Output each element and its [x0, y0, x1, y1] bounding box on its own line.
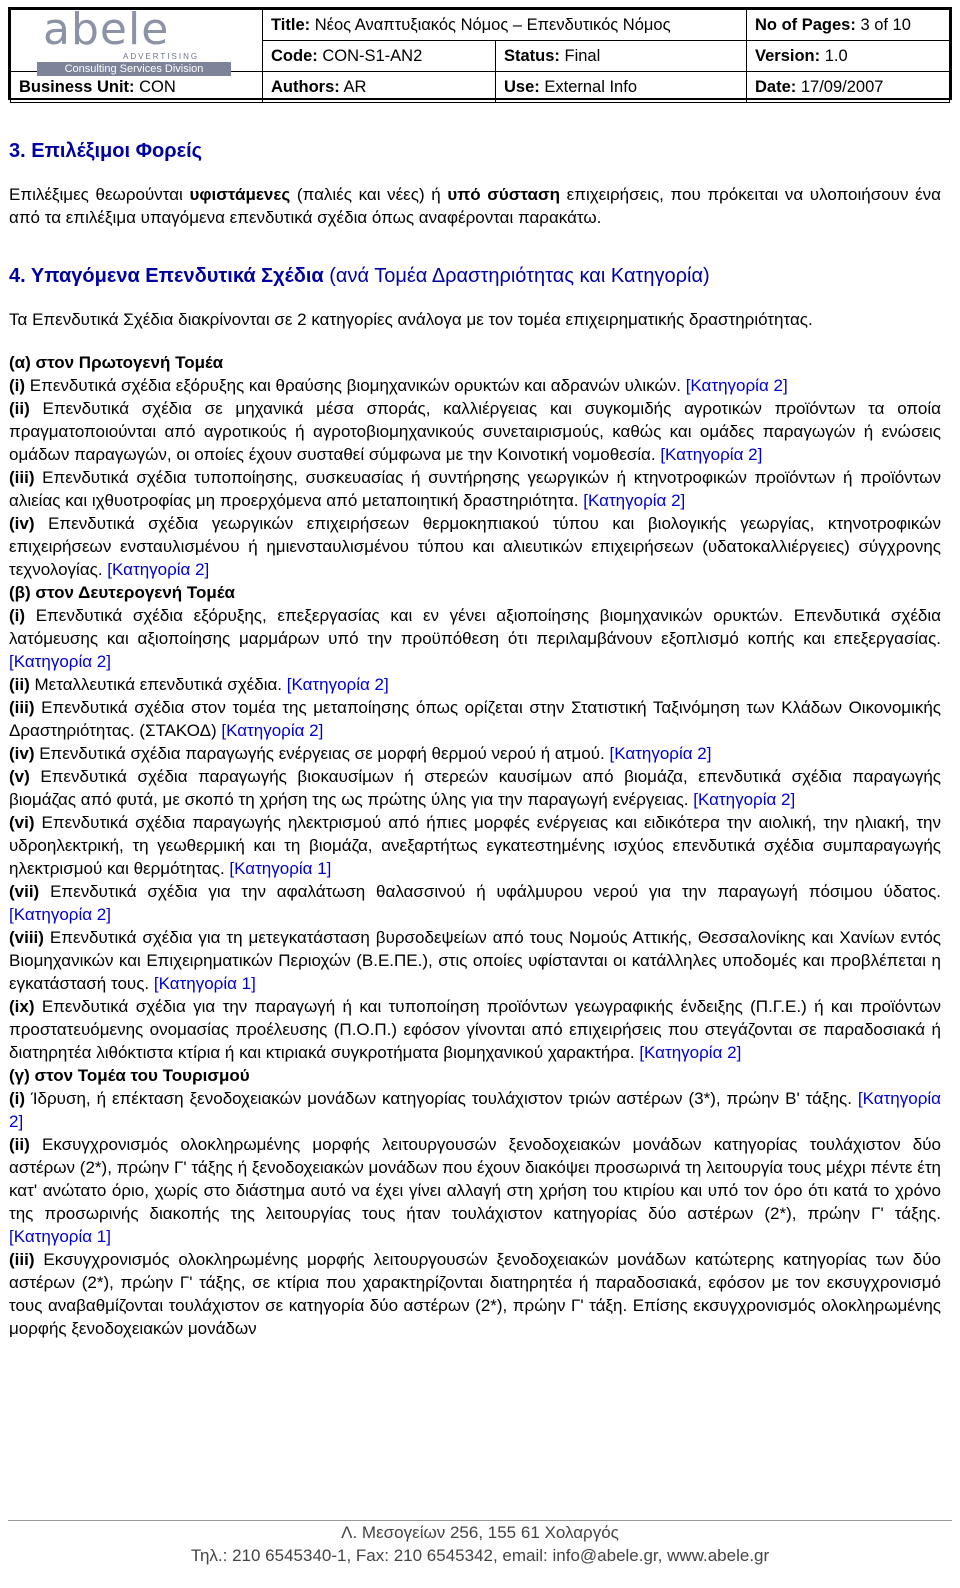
- logo-tagline: ADVERTISING: [123, 52, 200, 61]
- item-number: (vi): [9, 813, 35, 832]
- item-number: (i): [9, 1089, 26, 1108]
- item-text: Επενδυτικά σχέδια εξόρυξης και θραύσης βιομηχανικών ορυκτών και αδρανών υλικών.: [25, 376, 686, 395]
- item-number: (ii): [9, 1135, 30, 1154]
- logo-division: Consulting Services Division: [37, 62, 231, 76]
- sub-b-title: (β) στον Δευτερογενή Τομέα: [9, 583, 235, 602]
- category-tag: [Κατηγορία 2]: [660, 445, 763, 464]
- list-item: [9, 926, 941, 995]
- item-text: Επενδυτικά σχέδια παραγωγής ενέργειας σε μορφή θερμού νερού ή ατμού.: [34, 744, 610, 763]
- item-number: (iv): [9, 514, 35, 533]
- document-header: [8, 4, 952, 100]
- item-text: Επενδυτικά σχέδια για την παραγωγή ή και τυποποίηση προϊόντων γεωγραφικής ένδειξης (Π.Γ.Ε.) ή και προϊόντων προστατευόμενης ονομασίας προέλευσης (Π.Ο.Π.) εφόσον γίνονται από επιχειρήσεις που στεγάζονται σε παραδοσιακά ή διατηρητέα λιθόκτιστα κτίρια ή και κτιριακά συγκροτήματα βιομηχανικού χαρακτήρα.: [9, 997, 941, 1062]
- doc-status: Final: [564, 46, 601, 65]
- item-text: Ίδρυση, ή επέκταση ξενοδοχειακών μονάδων κατηγορίας τουλάχιστον τριών αστέρων (3*), πρώην Β' τάξης.: [25, 1089, 858, 1108]
- section-3-paragraph: Επιλέξιμες θεωρούνται υφιστάμενες (παλιές και νέες) ή υπό σύσταση επιχειρήσεις, που πρόκειται να υλοποιήσουν ένα από τα επιλέξιμα υπαγόμενα επενδυτικά σχέδια όπως αναφέρονται παρακάτω.: [9, 185, 942, 227]
- doc-title: Νέος Αναπτυξιακός Νόμος – Επενδυτικός Νόμος: [314, 15, 671, 34]
- item-text: Εκσυγχρονισμός ολοκληρωμένης μορφής λειτουργουσών ξενοδοχειακών μονάδων κατώτερης κατηγορίας των δύο αστέρων (2*), πρώην Γ' τάξης, σε κτίρια που χαρακτηρίζονται διατηρητέα ή παραδοσιακά, εφόσον με τον εκσυγχρονισμό τους αναβαθμίζονται τουλάχιστον σε κατηγορία δύο αστέρων (2*), πρώην Γ' τάξη. Επίσης εκσυγχρονισμός ολοκληρωμένης μορφής ξενοδοχειακών μονάδων: [9, 1250, 941, 1338]
- doc-date: 17/09/2007: [800, 77, 884, 96]
- category-tag: [Κατηγορία 1]: [229, 859, 332, 878]
- list-item: [9, 742, 941, 765]
- authors: AR: [343, 77, 367, 96]
- sub-b-list: [9, 604, 941, 1064]
- item-number: (iii): [9, 698, 35, 717]
- category-tag: [Κατηγορία 2]: [693, 790, 796, 809]
- logo-word: abele: [43, 4, 170, 55]
- item-text: Επενδυτικά σχέδια παραγωγής ηλεκτρισμού από ήπιες μορφές ενέργειας και ειδικότερα την αιολική, την ηλιακή, την υδροηλεκτρική, τη γεωθερμική και τη βιομάζα, ανεξαρτήτως εγκατεστημένης ισχύος επενδυτικά σχέδια συμπαραγωγής ηλεκτρισμού και θερμότητας.: [9, 813, 941, 878]
- category-tag: [Κατηγορία 2]: [9, 1089, 941, 1131]
- list-item: [9, 995, 941, 1064]
- item-text: Επενδυτικά σχέδια για την αφαλάτωση θαλασσινού ή υφάλμυρου νερού για την παραγωγή πόσιμου ύδατος.: [39, 882, 941, 901]
- status-cell: Status: Final: [496, 41, 747, 72]
- item-number: (ii): [9, 675, 30, 694]
- item-number: (iv): [9, 744, 35, 763]
- list-item: [9, 880, 941, 926]
- category-tag: [Κατηγορία 2]: [9, 905, 111, 924]
- category-tag: [Κατηγορία 2]: [107, 560, 210, 579]
- sub-a-title: (α) στον Πρωτογενή Τομέα: [9, 353, 224, 372]
- business-unit: CON: [139, 77, 176, 96]
- list-item: [9, 397, 941, 466]
- item-text: Εκσυγχρονισμός ολοκληρωμένης μορφής λειτουργουσών ξενοδοχειακών μονάδων κατηγορίας τουλάχιστον δύο αστέρων (2*), πρώην Γ' τάξης ή ξενοδοχειακών μονάδων που έχουν διακόψει προσωρινά τη λειτουργία τους μέχρι πέντε έτη κατ' ανώτατο όριο, χωρίς στο διάστημα αυτό να έχει γίνει αλλαγή στη χρήση του κτιρίου και υπό τον όρο ότι κατά το χρόνο της προσωρινής διακοπής της λειτουργίας τους ήταν τουλάχιστον κατηγορίας δύο αστέρων (2*), πρώην Γ' τάξης.: [9, 1135, 941, 1223]
- footer-contact: Τηλ.: 210 6545340-1, Fax: 210 6545342, email: info@abele.gr, www.abele.gr: [190, 1546, 770, 1565]
- item-number: (viii): [9, 928, 44, 947]
- category-tag: [Κατηγορία 2]: [583, 491, 686, 510]
- pages-cell: No of Pages: 3 of 10: [747, 10, 950, 41]
- list-item: [9, 696, 941, 742]
- category-tag: [Κατηγορία 2]: [221, 721, 324, 740]
- date-cell: Date: 17/09/2007: [747, 72, 950, 103]
- item-number: (v): [9, 767, 30, 786]
- section-4-heading: 4. Υπαγόμενα Επενδυτικά Σχέδια (ανά Τομέα Δραστηριότητας και Κατηγορία): [9, 265, 710, 287]
- item-number: (ix): [9, 997, 35, 1016]
- doc-version: 1.0: [824, 46, 848, 65]
- category-tag: [Κατηγορία 2]: [9, 652, 111, 671]
- list-item: [9, 673, 941, 696]
- page-count: 3 of 10: [860, 15, 911, 34]
- page-footer: [0, 1521, 960, 1567]
- item-text: Επενδυτικά σχέδια για τη μετεγκατάσταση βυρσοδεψείων από τους Νομούς Αττικής, Θεσσαλονίκης και Χανίων εντός Βιομηχανικών και Επιχειρηματικών Περιοχών (Β.Ε.ΠΕ.), στις οποίες υφίστανται οι κατάλληλες υποδομές και προβλέπεται η εγκατάστασή τους.: [9, 928, 941, 993]
- list-item: [9, 512, 941, 581]
- category-tag: [Κατηγορία 2]: [685, 376, 788, 395]
- document-body: [9, 140, 941, 1340]
- doc-code: CON-S1-AN2: [322, 46, 423, 65]
- list-item: [9, 811, 941, 880]
- item-number: (iii): [9, 1250, 35, 1269]
- item-text: Επενδυτικά σχέδια στον τομέα της μεταποίησης όπως ορίζεται στην Στατιστική Ταξινόμηση των Κλάδων Οικονομικής Δραστηριότητας. (ΣΤΑΚΟΔ): [9, 698, 941, 740]
- section-3-heading: 3. Επιλέξιμοι Φορείς: [9, 140, 203, 162]
- business-unit-cell: Business Unit: CON: [11, 72, 263, 103]
- list-item: [9, 765, 941, 811]
- list-item: [9, 374, 941, 397]
- list-item: [9, 466, 941, 512]
- authors-cell: Authors: AR: [263, 72, 496, 103]
- item-text: Επενδυτικά σχέδια σε μηχανικά μέσα σποράς, καλλιέργειας και συγκομιδής αγροτικών προϊόντων τα οποία πραγματοποιούνται από αγροτικούς ή αγροτοβιομηχανικούς συνεταιρισμούς, καθώς και ομάδες παραγωγών ή ενώσεις ομάδων παραγωγών, οι οποίες έχουν συσταθεί σύμφωνα με την Κοινοτική νομοθεσία.: [9, 399, 941, 464]
- item-text: Επενδυτικά σχέδια τυποποίησης, συσκευασίας ή συντήρησης γεωργικών ή κτηνοτροφικών προϊόντων ή προϊόντων αλιείας και ιχθυοτροφίας μη προερχόμενα από μεταποιητική δραστηριότητα.: [9, 468, 941, 510]
- item-number: (i): [9, 376, 26, 395]
- footer-address: Λ. Μεσογείων 256, 155 61 Χολαργός: [341, 1523, 619, 1542]
- sub-c-title: (γ) στον Τομέα του Τουρισμού: [9, 1066, 250, 1085]
- item-number: (i): [9, 606, 26, 625]
- list-item: [9, 1087, 941, 1133]
- category-tag: [Κατηγορία 2]: [639, 1043, 742, 1062]
- list-item: [9, 1248, 941, 1340]
- item-number: (ii): [9, 399, 30, 418]
- version-cell: Version: 1.0: [747, 41, 950, 72]
- use-cell: Use: External Info: [496, 72, 747, 103]
- category-tag: [Κατηγορία 1]: [9, 1227, 111, 1246]
- category-tag: [Κατηγορία 1]: [153, 974, 256, 993]
- list-item: [9, 604, 941, 673]
- list-item: [9, 1133, 941, 1248]
- item-text: Επενδυτικά σχέδια παραγωγής βιοκαυσίμων ή στερεών καυσίμων από βιομάζα, επενδυτικά σχέδια παραγωγής βιομάζας από φυτά, με σκοπό τη χρήση της ως πρώτης ύλης για την παραγωγή ενέργειας.: [9, 767, 941, 809]
- company-logo: [11, 4, 263, 75]
- sub-a-list: [9, 374, 941, 581]
- item-number: (vii): [9, 882, 40, 901]
- sub-c-list: [9, 1087, 941, 1340]
- title-cell: Title: Νέος Αναπτυξιακός Νόμος – Επενδυτικός Νόμος: [263, 10, 747, 41]
- item-text: Επενδυτικά σχέδια εξόρυξης, επεξεργασίας και εν γένει αξιοποίησης βιομηχανικών ορυκτών. Επενδυτικά σχέδια λατόμευσης και αξιοποίησης μαρμάρων υπό την προϋπόθεση ότι περιλαμβάνουν εξοπλισμό κοπής και επεξεργασίας.: [9, 606, 941, 648]
- category-tag: [Κατηγορία 2]: [286, 675, 389, 694]
- doc-use: External Info: [544, 77, 637, 96]
- item-text: Επενδυτικά σχέδια γεωργικών επιχειρήσεων θερμοκηπιακού τύπου και βιολογικής γεωργίας, κτηνοτροφικών επιχειρήσεων ενσταυλισμένου ή ημιενσταυλισμένου τύπου και αλιευτικών επιχειρήσεων (υδατοκαλλιέργειες) σύγχρονης τεχνολογίας.: [9, 514, 941, 579]
- item-text: Μεταλλευτικά επενδυτικά σχέδια.: [29, 675, 287, 694]
- item-number: (iii): [9, 468, 35, 487]
- category-tag: [Κατηγορία 2]: [609, 744, 712, 763]
- section-4-intro: Τα Επενδυτικά Σχέδια διακρίνονται σε 2 κατηγορίες ανάλογα με τον τομέα επιχειρηματικής δραστηριότητας.: [9, 310, 813, 329]
- code-cell: Code: CON-S1-AN2: [263, 41, 496, 72]
